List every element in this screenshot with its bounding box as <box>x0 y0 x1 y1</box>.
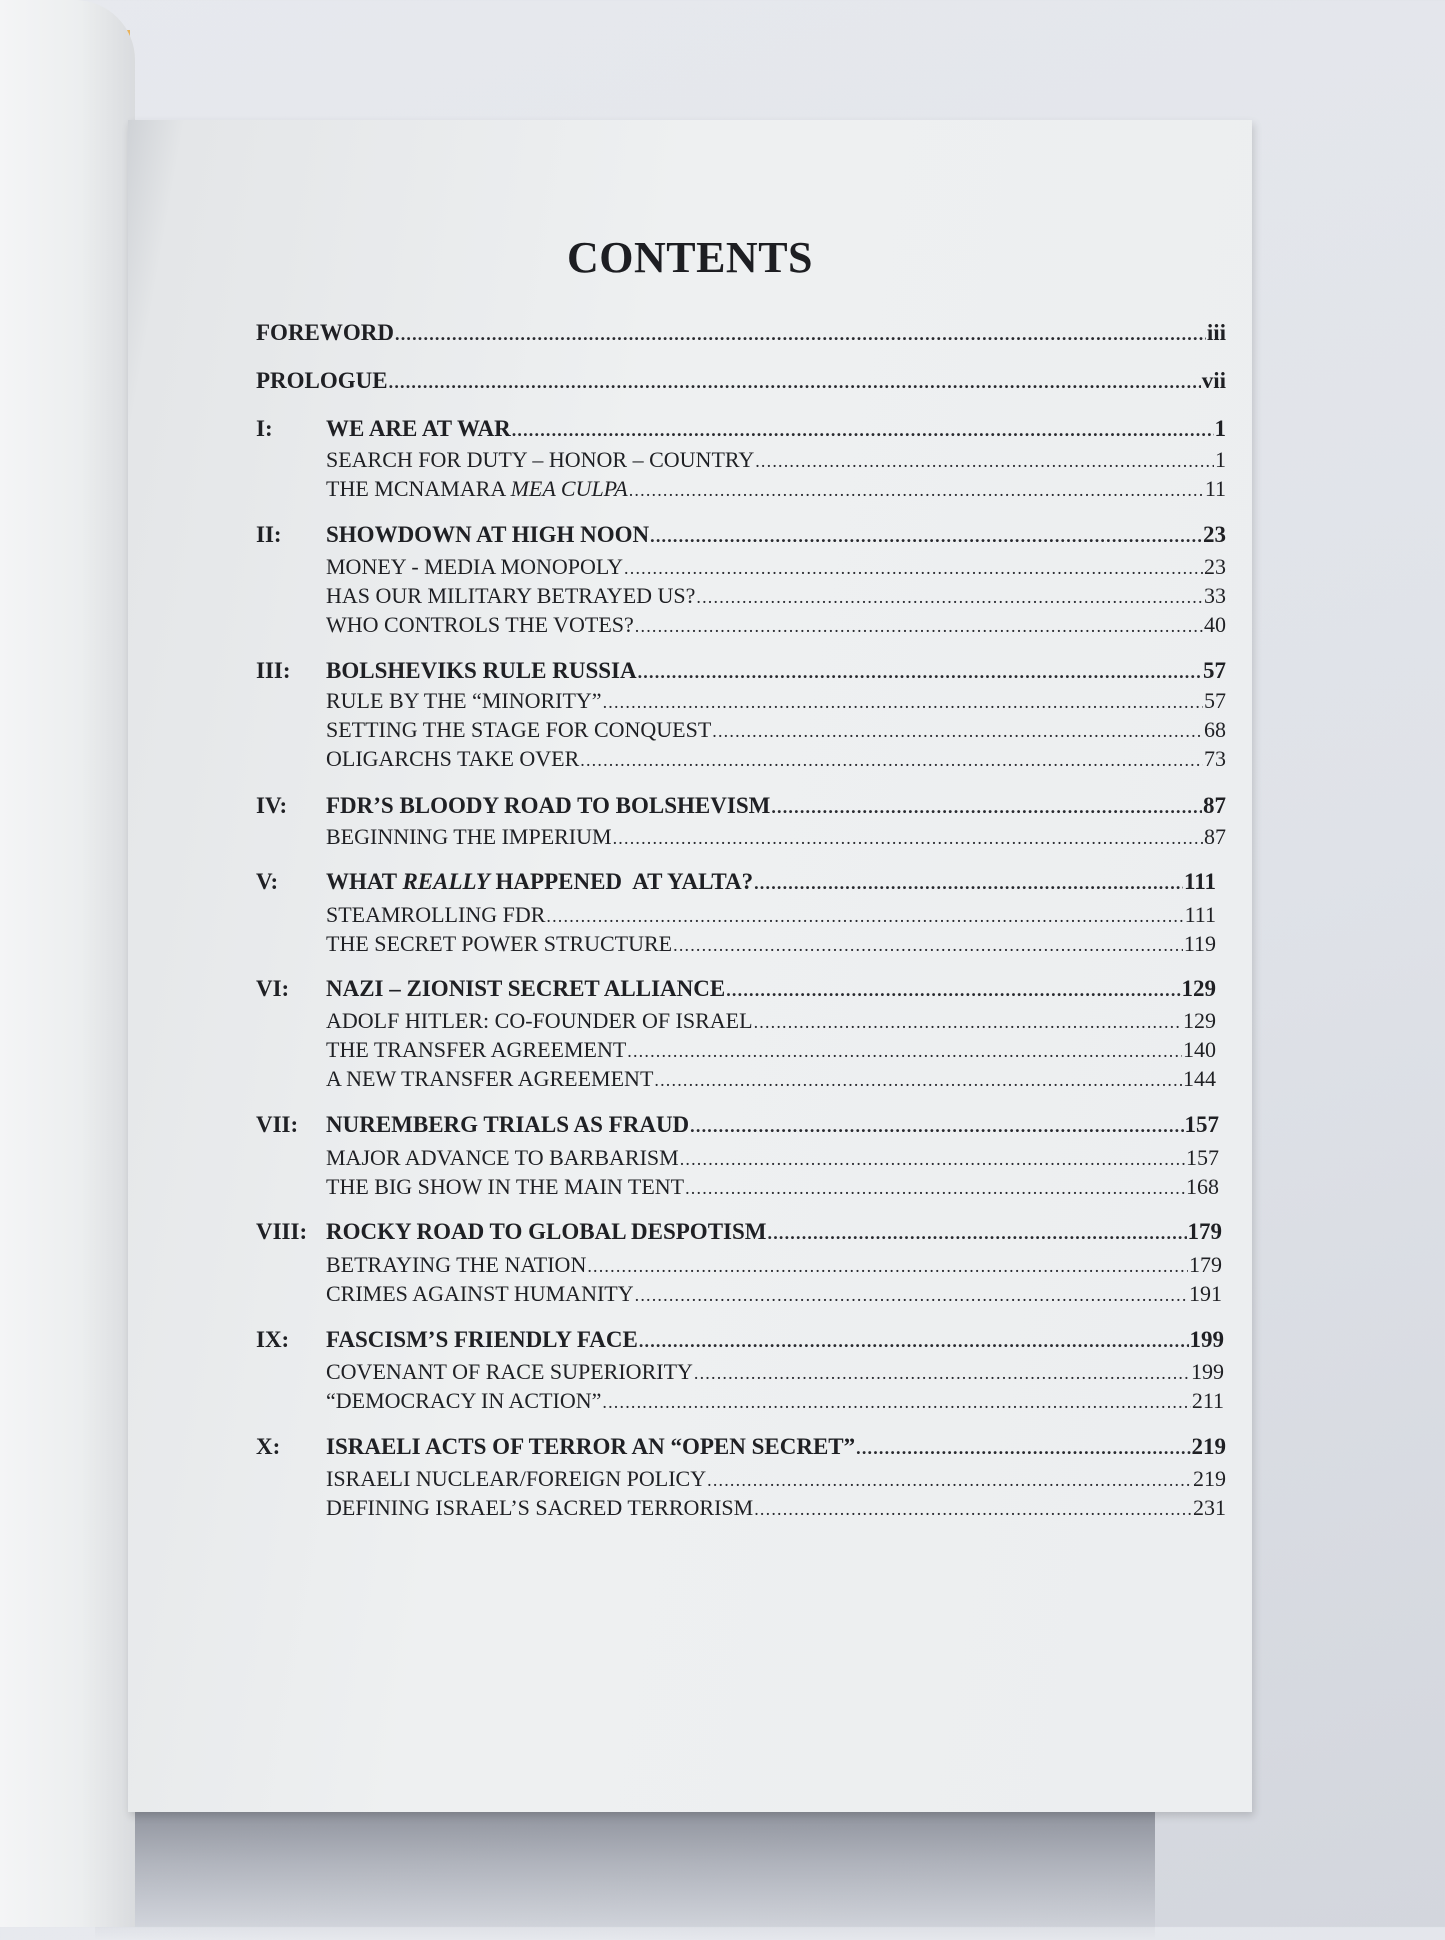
leader-dots <box>754 873 1183 894</box>
section-label: SETTING THE STAGE FOR CONQUEST <box>326 717 712 742</box>
leader-dots <box>639 1331 1189 1352</box>
leader-dots <box>696 587 1203 608</box>
section-page: 219 <box>1193 1466 1226 1491</box>
chapter-heading <box>326 1219 1222 1245</box>
leader-dots <box>673 935 1183 956</box>
leader-dots <box>754 1012 1182 1033</box>
leader-dots <box>546 906 1183 927</box>
section-label: A NEW TRANSFER AGREEMENT <box>326 1066 654 1091</box>
section-entry <box>326 1066 1216 1092</box>
section-entry <box>326 717 1226 743</box>
section-page: 157 <box>1186 1145 1219 1170</box>
section-entry <box>326 1174 1219 1200</box>
section-label: OLIGARCHS TAKE OVER <box>326 746 580 771</box>
leader-dots <box>587 1256 1188 1277</box>
leader-dots <box>754 1499 1192 1520</box>
chapter-number: I: <box>256 416 273 441</box>
chapter-heading <box>326 416 1226 442</box>
entry-page: iii <box>1206 320 1226 345</box>
section-label: THE SECRET POWER STRUCTURE <box>326 931 673 956</box>
chapter-page: 111 <box>1184 869 1216 894</box>
chapter-number: X: <box>256 1434 281 1459</box>
chapter-heading <box>326 1434 1226 1460</box>
chapter-title-text: HAPPENED AT YALTA? <box>489 869 754 894</box>
chapter-heading <box>326 869 1216 895</box>
chapter-title: NAZI – ZIONIST SECRET ALLIANCE <box>326 976 726 1001</box>
section-page: 144 <box>1183 1066 1216 1091</box>
section-page: 119 <box>1183 931 1216 956</box>
section-label <box>326 476 628 502</box>
section-entry <box>326 824 1226 850</box>
entry-page: vii <box>1201 368 1226 393</box>
section-label: HAS OUR MILITARY BETRAYED US? <box>326 583 696 608</box>
section-entry <box>326 1495 1226 1521</box>
chapter-number: VIII: <box>256 1219 308 1244</box>
section-label: STEAMROLLING FDR <box>326 902 546 927</box>
chapter-number: VII: <box>256 1112 299 1137</box>
left-page <box>0 0 135 1927</box>
section-page: 73 <box>1204 746 1226 771</box>
section-page: 211 <box>1191 1388 1224 1413</box>
section-entry <box>326 1037 1216 1063</box>
section-label: BETRAYING THE NATION <box>326 1252 587 1277</box>
leader-dots <box>624 558 1203 579</box>
leader-dots <box>690 1116 1183 1137</box>
chapter-heading <box>326 1327 1224 1353</box>
leader-dots <box>712 721 1203 742</box>
section-entry <box>326 1008 1216 1034</box>
section-page: 191 <box>1189 1281 1222 1306</box>
leader-dots <box>635 616 1203 637</box>
chapter-heading <box>326 976 1216 1002</box>
leader-dots <box>635 1285 1188 1306</box>
chapter-title: FASCISM’S FRIENDLY FACE <box>326 1327 638 1352</box>
section-page: 179 <box>1189 1252 1222 1277</box>
chapter-title: NUREMBERG TRIALS AS FRAUD <box>326 1112 690 1137</box>
section-entry <box>326 1466 1226 1492</box>
chapter-number: II: <box>256 522 282 547</box>
page-title: CONTENTS <box>566 233 814 282</box>
leader-dots <box>389 372 1201 393</box>
leader-dots <box>755 451 1214 472</box>
section-label: ADOLF HITLER: CO-FOUNDER OF ISRAEL <box>326 1008 753 1033</box>
chapter-title: FDR’S BLOODY ROAD TO BOLSHEVISM <box>326 793 771 818</box>
chapter-page: 157 <box>1184 1112 1219 1137</box>
section-entry <box>326 1281 1222 1307</box>
chapter-page: 87 <box>1203 793 1226 818</box>
chapter-title <box>326 869 753 895</box>
section-label: MAJOR ADVANCE TO BARBARISM <box>326 1145 679 1170</box>
section-label: SEARCH FOR DUTY – HONOR – COUNTRY <box>326 447 755 472</box>
chapter-number: V: <box>256 869 279 894</box>
leader-dots <box>613 828 1203 849</box>
section-page: 168 <box>1186 1174 1219 1199</box>
chapter-title-text: WHAT <box>326 869 403 894</box>
section-page: 140 <box>1183 1037 1216 1062</box>
section-label: ISRAELI NUCLEAR/FOREIGN POLICY <box>326 1466 707 1491</box>
chapter-number: IV: <box>256 793 288 818</box>
leader-dots <box>650 526 1202 547</box>
section-page: 231 <box>1193 1495 1226 1520</box>
entry-label: PROLOGUE <box>256 368 388 393</box>
leader-dots <box>580 750 1203 771</box>
section-entry <box>326 746 1226 772</box>
leader-dots <box>627 1041 1182 1062</box>
leader-dots <box>685 1178 1185 1199</box>
section-label: RULE BY THE “MINORITY” <box>326 688 602 713</box>
toc-entry-foreword <box>256 320 1226 346</box>
chapter-heading <box>326 658 1226 684</box>
section-label: “DEMOCRACY IN ACTION” <box>326 1388 602 1413</box>
section-label-italic: MEA CULPA <box>510 476 628 501</box>
section-label: BEGINNING THE IMPERIUM <box>326 824 612 849</box>
chapter-title: ISRAELI ACTS OF TERROR AN “OPEN SECRET” <box>326 1434 856 1459</box>
section-page: 33 <box>1204 583 1226 608</box>
section-label: THE TRANSFER AGREEMENT <box>326 1037 627 1062</box>
chapter-title: SHOWDOWN AT HIGH NOON <box>326 522 650 547</box>
section-entry <box>326 1388 1224 1414</box>
leader-dots <box>694 1363 1190 1384</box>
chapter-heading <box>326 522 1226 548</box>
section-label: COVENANT OF RACE SUPERIORITY <box>326 1359 693 1384</box>
chapter-page: 23 <box>1203 522 1226 547</box>
chapter-page: 179 <box>1187 1219 1222 1244</box>
chapter-number: IX: <box>256 1327 290 1352</box>
chapter-title: BOLSHEVIKS RULE RUSSIA <box>326 658 637 683</box>
leader-dots <box>856 1438 1190 1459</box>
chapter-page: 57 <box>1203 658 1226 683</box>
leader-dots <box>602 1392 1190 1413</box>
section-page: 199 <box>1191 1359 1224 1384</box>
chapter-number: VI: <box>256 976 290 1001</box>
leader-dots <box>395 324 1206 345</box>
section-page: 1 <box>1215 447 1226 472</box>
section-label: CRIMES AGAINST HUMANITY <box>326 1281 634 1306</box>
leader-dots <box>707 1470 1192 1491</box>
chapter-title: ROCKY ROAD TO GLOBAL DESPOTISM <box>326 1219 767 1244</box>
section-label: WHO CONTROLS THE VOTES? <box>326 612 634 637</box>
section-entry <box>326 554 1226 580</box>
section-page: 87 <box>1204 824 1226 849</box>
chapter-heading <box>326 793 1226 819</box>
section-entry <box>326 1359 1224 1385</box>
section-entry <box>326 902 1216 928</box>
section-page: 23 <box>1204 554 1226 579</box>
entry-label: FOREWORD <box>256 320 394 345</box>
chapter-title-italic: REALLY <box>402 869 490 894</box>
section-page: 40 <box>1204 612 1226 637</box>
section-label-text: THE MCNAMARA <box>326 476 511 501</box>
leader-dots <box>680 1149 1185 1170</box>
chapter-number: III: <box>256 658 291 683</box>
section-page: 129 <box>1183 1008 1216 1033</box>
leader-dots <box>768 1223 1187 1244</box>
section-page: 57 <box>1204 688 1226 713</box>
section-entry <box>326 1145 1219 1171</box>
chapter-page: 219 <box>1191 1434 1226 1459</box>
chapter-page: 199 <box>1189 1327 1224 1352</box>
section-entry <box>326 612 1226 638</box>
section-label: DEFINING ISRAEL’S SACRED TERRORISM <box>326 1495 754 1520</box>
chapter-heading <box>326 1112 1219 1138</box>
leader-dots <box>726 980 1180 1001</box>
section-entry <box>326 931 1216 957</box>
leader-dots <box>654 1070 1182 1091</box>
leader-dots <box>638 662 1202 683</box>
toc-entry-prologue <box>256 368 1226 394</box>
section-label: THE BIG SHOW IN THE MAIN TENT <box>326 1174 685 1199</box>
section-page: 68 <box>1204 717 1226 742</box>
chapter-page: 129 <box>1181 976 1216 1001</box>
section-entry <box>326 476 1226 502</box>
section-entry <box>326 447 1226 473</box>
chapter-title: WE ARE AT WAR <box>326 416 511 441</box>
section-entry <box>326 1252 1222 1278</box>
contents-page <box>128 120 1252 1812</box>
section-page: 11 <box>1204 476 1226 501</box>
leader-dots <box>771 797 1202 818</box>
chapter-page: 1 <box>1214 416 1226 441</box>
leader-dots <box>629 480 1204 501</box>
section-entry <box>326 688 1226 714</box>
section-page: 111 <box>1184 902 1216 927</box>
section-label: MONEY - MEDIA MONOPOLY <box>326 554 624 579</box>
leader-dots <box>512 420 1214 441</box>
section-entry <box>326 583 1226 609</box>
leader-dots <box>603 692 1203 713</box>
